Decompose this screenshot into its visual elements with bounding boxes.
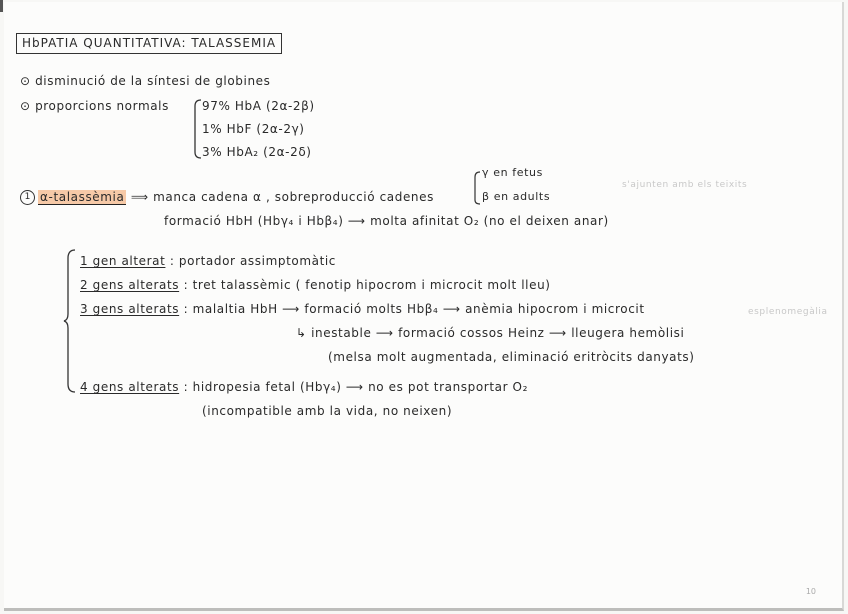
chain-option-fetus: γ en fetus bbox=[482, 166, 543, 179]
proportion-hba2: 3% HbA₂ (2α-2δ) bbox=[202, 145, 312, 159]
page-corner-mark bbox=[0, 0, 3, 12]
case-4-text: : hidropesia fetal (Hbγ₄) ⟶ no es pot transportar O₂ bbox=[183, 380, 528, 394]
case-2 bbox=[80, 278, 551, 292]
faint-margin-note: s'ajunten amb els teixits bbox=[622, 180, 748, 190]
notebook-page bbox=[4, 2, 844, 611]
chain-brace-icon bbox=[470, 170, 482, 206]
case-3-line2: ↳ inestable ⟶ formació cossos Heinz ⟶ lleugera hemòlisi bbox=[296, 326, 685, 340]
case-2-text: : tret talassèmic ( fenotip hipocrom i microcit molt lleu) bbox=[183, 278, 551, 292]
case-4 bbox=[80, 380, 528, 394]
section-line2: formació HbH (Hbγ₄ i Hbβ₄) ⟶ molta afinitat O₂ (no el deixen anar) bbox=[164, 214, 609, 228]
case-3-label: 3 gens alterats bbox=[80, 302, 180, 316]
case-3 bbox=[80, 302, 645, 316]
section-text: ⟹ manca cadena α , sobreproducció cadenes bbox=[130, 190, 434, 204]
case-4-label: 4 gens alterats bbox=[80, 380, 180, 394]
chain-option-adults: β en adults bbox=[482, 190, 551, 203]
page-number: 10 bbox=[805, 587, 816, 596]
case-1 bbox=[80, 254, 336, 268]
case-4-line2: (incompatible amb la vida, no neixen) bbox=[202, 404, 453, 418]
section-number-badge: 1 bbox=[20, 190, 35, 205]
cases-brace-icon bbox=[62, 248, 78, 394]
case-2-label: 2 gens alterats bbox=[80, 278, 180, 292]
case-1-text: : portador assimptomàtic bbox=[169, 254, 336, 268]
intro-line: ⊙ disminució de la síntesi de globines bbox=[20, 74, 271, 88]
section-term-highlight: α-talassèmia bbox=[40, 190, 125, 204]
proportions-label: ⊙ proporcions normals bbox=[20, 99, 169, 113]
page-title: HbPATIA QUANTITATIVA: TALASSEMIA bbox=[16, 33, 282, 54]
faint-margin-note-2: esplenomegàlia bbox=[748, 307, 828, 317]
section-heading bbox=[38, 190, 434, 204]
case-1-label: 1 gen alterat bbox=[80, 254, 166, 268]
proportion-hba: 97% HbA (2α-2β) bbox=[202, 99, 315, 113]
case-3-line3: (melsa molt augmentada, eliminació eritròcits danyats) bbox=[328, 350, 695, 364]
proportion-hbf: 1% HbF (2α-2γ) bbox=[202, 122, 305, 136]
case-3-text: : malaltia HbH ⟶ formació molts Hbβ₄ ⟶ anèmia hipocrom i microcit bbox=[183, 302, 645, 316]
